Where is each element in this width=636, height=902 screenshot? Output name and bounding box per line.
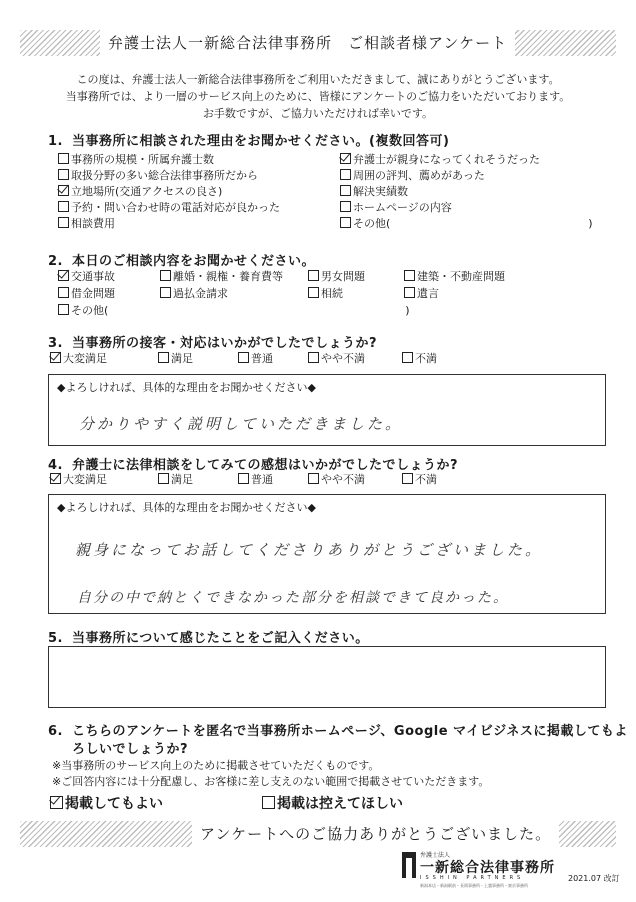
q4-option[interactable] xyxy=(158,473,193,487)
firm-english-name: ISSHIN PARTNERS xyxy=(420,875,525,881)
option-label: ホームページの内容 xyxy=(353,201,452,214)
q1-option[interactable] xyxy=(58,201,280,215)
option-label: 過払金請求 xyxy=(173,287,228,300)
option-label: 大変満足 xyxy=(63,352,107,365)
checkbox-checked[interactable] xyxy=(50,473,61,484)
checkbox[interactable] xyxy=(404,287,415,298)
checkbox-checked[interactable] xyxy=(50,796,63,809)
checkbox[interactable] xyxy=(340,169,351,180)
comment-box-title: ◆よろしければ、具体的な理由をお聞かせください◆ xyxy=(57,501,316,514)
firm-name: 一新総合法律事務所 xyxy=(420,860,555,876)
q1-option[interactable] xyxy=(340,201,452,215)
option-label: 弁護士が親身になってくれそうだった xyxy=(353,153,540,166)
intro-line: お手数ですが、ご協力いただければ幸いです。 xyxy=(202,107,434,120)
q3-option[interactable] xyxy=(308,352,365,366)
checkbox[interactable] xyxy=(404,270,415,281)
q1-option[interactable] xyxy=(58,185,222,199)
checkbox[interactable] xyxy=(58,169,69,180)
checkbox[interactable] xyxy=(308,287,319,298)
question-3 xyxy=(48,332,377,351)
handwritten-answer: 自分の中で納とくできなかった部分を相談できて良かった。 xyxy=(77,590,509,606)
checkbox[interactable] xyxy=(160,270,171,281)
firm-logo-icon xyxy=(402,852,416,878)
checkbox[interactable] xyxy=(402,473,413,484)
option-label: 満足 xyxy=(171,352,193,365)
question-4 xyxy=(48,454,458,473)
question-6 xyxy=(48,720,628,739)
question-number: 6. xyxy=(48,724,63,739)
option-label: その他( ) xyxy=(353,217,593,230)
q4-comment-box[interactable] xyxy=(48,494,606,614)
question-number: 2. xyxy=(48,254,63,269)
q4-option[interactable] xyxy=(402,473,437,487)
footer-banner xyxy=(20,821,616,847)
intro-line: 当事務所では、より一層のサービス向上のために、皆様にアンケートのご協力をいただいております。 xyxy=(65,90,571,103)
option-label: 普通 xyxy=(251,473,273,486)
option-label: 掲載してもよい xyxy=(65,796,163,812)
checkbox[interactable] xyxy=(402,352,413,363)
checkbox[interactable] xyxy=(58,153,69,164)
q4-option[interactable] xyxy=(238,473,273,487)
q6-note: ※ご回答内容には十分配慮し、お客様に差し支えのない範囲で掲載させていただきます。 xyxy=(52,775,490,788)
q2-option[interactable] xyxy=(404,270,505,284)
header-banner xyxy=(20,30,616,56)
checkbox[interactable] xyxy=(340,217,351,228)
question-text: 当事務所の接客・対応はいかがでしたでしょうか? xyxy=(72,336,378,351)
intro-line: この度は、弁護士法人一新総合法律事務所をご利用いただきまして、誠にありがとうございます。 xyxy=(76,73,560,86)
checkbox[interactable] xyxy=(340,201,351,212)
option-label: 男女問題 xyxy=(321,270,365,283)
checkbox[interactable] xyxy=(160,287,171,298)
option-label: 離婚・親権・養育費等 xyxy=(173,270,283,283)
checkbox[interactable] xyxy=(58,287,69,298)
q3-option[interactable] xyxy=(238,352,273,366)
option-label: やや不満 xyxy=(321,473,365,486)
checkbox[interactable] xyxy=(58,217,69,228)
option-label: 不満 xyxy=(415,352,437,365)
q2-option[interactable] xyxy=(160,287,228,301)
firm-offices: 新潟本店・新潟駅前・長岡事務所・上越事務所・東京事務所 xyxy=(420,883,528,888)
thanks-message: アンケートへのご協力ありがとうございました。 xyxy=(192,821,559,847)
question-text: 当事務所に相談された理由をお聞かせください。(複数回答可) xyxy=(72,134,450,149)
checkbox[interactable] xyxy=(58,304,69,315)
option-label: 遺言 xyxy=(417,287,439,300)
q1-option[interactable] xyxy=(340,185,408,199)
q3-option[interactable] xyxy=(50,352,107,366)
question-number: 4. xyxy=(48,458,63,473)
option-label: 交通事故 xyxy=(71,270,115,283)
option-label: 相談費用 xyxy=(71,217,115,230)
checkbox[interactable] xyxy=(158,352,169,363)
option-label: 周囲の評判、薦めがあった xyxy=(353,169,485,182)
option-label: 立地場所(交通アクセスの良さ) xyxy=(71,185,223,198)
q4-option[interactable] xyxy=(50,473,107,487)
question-text: 弁護士に法律相談をしてみての感想はいかがでしたでしょうか? xyxy=(72,458,459,473)
option-label: 借金問題 xyxy=(71,287,115,300)
option-label: 取扱分野の多い総合法律事務所だから xyxy=(71,169,258,182)
q2-option[interactable] xyxy=(308,287,343,301)
q1-option[interactable] xyxy=(58,217,115,231)
checkbox[interactable] xyxy=(158,473,169,484)
survey-title: 弁護士法人一新総合法律事務所 ご相談者様アンケート xyxy=(100,30,515,56)
q1-option[interactable] xyxy=(340,217,593,231)
checkbox[interactable] xyxy=(262,796,275,809)
q1-option[interactable] xyxy=(58,153,214,167)
handwritten-answer: 親身になってお話してくださりありがとうございました。 xyxy=(75,541,544,559)
consent-option-agree[interactable] xyxy=(50,793,163,813)
q2-option[interactable] xyxy=(308,270,365,284)
option-label: 掲載は控えてほしい xyxy=(277,796,403,812)
option-label: 普通 xyxy=(251,352,273,365)
question-2 xyxy=(48,250,315,269)
question-number: 5. xyxy=(48,631,63,646)
checkbox[interactable] xyxy=(308,270,319,281)
checkbox[interactable] xyxy=(238,473,249,484)
checkbox[interactable] xyxy=(58,201,69,212)
option-label: その他( ) xyxy=(71,304,410,317)
option-label: 満足 xyxy=(171,473,193,486)
checkbox[interactable] xyxy=(340,185,351,196)
q1-option[interactable] xyxy=(340,169,485,183)
q4-option[interactable] xyxy=(308,473,365,487)
checkbox[interactable] xyxy=(308,473,319,484)
checkbox[interactable] xyxy=(308,352,319,363)
question-6-continued: ろしいでしょうか? xyxy=(72,742,189,757)
checkbox[interactable] xyxy=(238,352,249,363)
q2-option[interactable] xyxy=(58,304,410,318)
q6-note: ※当事務所のサービス向上のために掲載させていただくものです。 xyxy=(52,759,380,772)
question-text: こちらのアンケートを匿名で当事務所ホームページ、Google マイビジネスに掲載してもよ xyxy=(72,724,628,739)
question-number: 3. xyxy=(48,336,63,351)
option-label: 建築・不動産問題 xyxy=(417,270,505,283)
firm-type: 弁護士法人 xyxy=(420,852,451,859)
q3-comment-box[interactable] xyxy=(48,374,606,446)
option-label: やや不満 xyxy=(321,352,365,365)
option-label: 不満 xyxy=(415,473,437,486)
checkbox-checked[interactable] xyxy=(58,185,69,196)
option-label: 予約・問い合わせ時の電話対応が良かった xyxy=(71,201,280,214)
checkbox-checked[interactable] xyxy=(50,352,61,363)
option-label: 大変満足 xyxy=(63,473,107,486)
q2-option[interactable] xyxy=(404,287,439,301)
option-label: 相続 xyxy=(321,287,343,300)
q2-option[interactable] xyxy=(58,270,115,284)
q3-option[interactable] xyxy=(158,352,193,366)
question-text: 本日のご相談内容をお聞かせください。 xyxy=(72,254,316,269)
q2-option[interactable] xyxy=(160,270,283,284)
q5-comment-box[interactable] xyxy=(48,646,606,708)
q3-option[interactable] xyxy=(402,352,437,366)
checkbox-checked[interactable] xyxy=(340,153,351,164)
option-label: 解決実績数 xyxy=(353,185,408,198)
q1-option[interactable] xyxy=(340,153,540,167)
consent-option-decline[interactable] xyxy=(262,793,403,813)
comment-box-title: ◆よろしければ、具体的な理由をお聞かせください◆ xyxy=(57,381,316,394)
question-number: 1. xyxy=(48,134,63,149)
handwritten-answer: 分かりやすく説明していただきました。 xyxy=(79,415,404,433)
checkbox-checked[interactable] xyxy=(58,270,69,281)
question-5 xyxy=(48,627,369,646)
revision-date: 2021.07 改訂 xyxy=(568,874,620,883)
question-text: 当事務所について感じたことをご記入ください。 xyxy=(72,631,369,646)
option-label: 事務所の規模・所属弁護士数 xyxy=(71,153,214,166)
q2-option[interactable] xyxy=(58,287,115,301)
q1-option[interactable] xyxy=(58,169,258,183)
question-1 xyxy=(48,130,449,149)
